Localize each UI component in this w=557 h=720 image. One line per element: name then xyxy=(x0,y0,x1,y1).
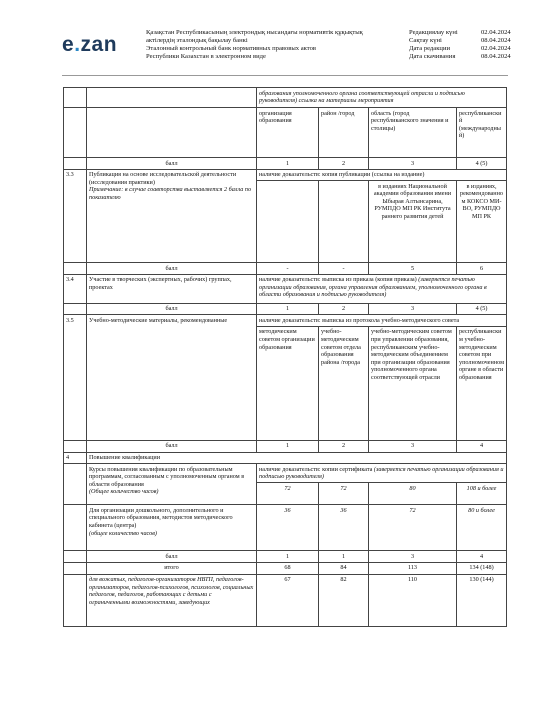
header-bank-title xyxy=(146,29,363,61)
section-title: Повышение квалификации xyxy=(87,452,507,464)
score-cell: 1 xyxy=(257,440,319,452)
table-row xyxy=(64,505,507,551)
ezan-logo[interactable]: e.zan xyxy=(62,33,118,56)
meta-label: Редакциялау күні xyxy=(409,29,458,36)
score-row xyxy=(64,440,507,452)
score-cell: 3 xyxy=(369,440,457,452)
header-line: Қазақстан Республикасының электрондық нысандағы нормативтік құқықтық xyxy=(146,29,363,36)
level-region: учебно-методическим советом при управлении образования, республиканским учебно-методическим объединением при организации образования уполномоченного органа соответствующей отрасли xyxy=(369,326,457,440)
level-district: район /город xyxy=(319,108,369,158)
score-cell: 1 xyxy=(257,158,319,170)
score-cell: 6 xyxy=(457,263,507,275)
score-label: балл xyxy=(87,551,257,563)
meta-value: 02.04.2024 xyxy=(481,45,511,52)
score-cell: 3 xyxy=(369,551,457,563)
total-cell: 84 xyxy=(319,562,369,574)
score-cell: 4 (5) xyxy=(457,158,507,170)
header-line: Эталонный контрольный банк нормативных правовых актов xyxy=(146,45,316,52)
evidence-text: наличие доказательств: копия публикации (ссылка на издание) xyxy=(257,169,507,181)
table-row xyxy=(64,88,507,108)
meta-label: Дата скачивания xyxy=(409,53,456,60)
evidence-lead: наличие доказательств: выписка из приказа (копия приказа) xyxy=(259,276,419,284)
courses-note: (Общее количество часов) xyxy=(89,488,159,496)
header-line: Республики Казахстан в электронном виде xyxy=(146,53,266,60)
hours-cell: 36 xyxy=(319,505,369,551)
score-cell: 2 xyxy=(319,158,369,170)
section-title: Учебно-методические материалы, рекомендованные xyxy=(87,315,257,441)
level-district: учебно-методическим советом отдела образования района /города xyxy=(319,326,369,440)
meta-value: 08.04.2024 xyxy=(481,37,511,44)
courses-label xyxy=(87,464,257,505)
section-title xyxy=(87,169,257,263)
indicator-title: Публикация на основе исследовательской деятельности (исследования практики) xyxy=(89,171,237,186)
evidence-note: (заверяется печатью организации образования, органа управления образованием, уполномоченного органа в области образования и подписью руководителя) xyxy=(259,276,487,299)
score-cell: 4 (5) xyxy=(457,303,507,315)
level-republic: республиканский (международный) xyxy=(457,108,507,158)
score-cell: - xyxy=(257,263,319,275)
courses-text: Курсы повышения квалификации по образовательным программам, согласованным с уполномоченным органом в области образования xyxy=(89,465,245,488)
score-row xyxy=(64,303,507,315)
score-cell: 2 xyxy=(319,440,369,452)
evidence-lead: наличие доказательств: копии сертификата xyxy=(259,465,374,473)
table-row xyxy=(64,464,507,483)
table-row xyxy=(64,274,507,303)
score-row xyxy=(64,551,507,563)
hours-cell: 80 xyxy=(369,483,457,505)
total-label: итого xyxy=(87,562,257,574)
document-header xyxy=(0,0,557,72)
table-row xyxy=(64,108,507,158)
evidence-text: наличие доказательств: выписка из протокола учебно-методического совета xyxy=(257,315,507,327)
score-row xyxy=(64,158,507,170)
total-cell: 82 xyxy=(319,574,369,626)
hours-cell: 72 xyxy=(319,483,369,505)
level-region: область (город республиканского значения и столицы) xyxy=(369,108,457,158)
hours-cell: 36 xyxy=(257,505,319,551)
hours-cell: 80 и более xyxy=(457,505,507,551)
total-cell: 130 (144) xyxy=(457,574,507,626)
table-row xyxy=(64,574,507,626)
score-cell: 4 xyxy=(457,551,507,563)
score-label: балл xyxy=(87,263,257,275)
preschool-note: (общее количество часов) xyxy=(89,529,157,537)
score-cell: 1 xyxy=(257,551,319,563)
evidence-text xyxy=(257,464,507,483)
hours-cell: 72 xyxy=(257,483,319,505)
level-region: в изданиях Национальной академии образования имени Ыбырая Алтынсарина, РУМПДО МП РК Института раннего развития детей xyxy=(369,181,457,263)
level-organization: методическим советом организации образования xyxy=(257,326,319,440)
score-cell: - xyxy=(319,263,369,275)
total-cell: 67 xyxy=(257,574,319,626)
score-cell: 2 xyxy=(319,303,369,315)
criteria-table xyxy=(63,87,507,627)
section-number: 3.4 xyxy=(64,274,87,303)
hours-cell: 108 и более xyxy=(457,483,507,505)
evidence-text: образования уполномоченного органа соответствующей отрасли и подписью руководителя) ссылка на материалы мероприятия xyxy=(257,88,507,108)
meta-label: Дата редакции xyxy=(409,45,450,52)
evidence-note: (заверяется печатью организации образования и подписью руководителя) xyxy=(259,465,504,481)
section-number: 3.3 xyxy=(64,169,87,263)
header-line: актілердің эталондық бақылау банкі xyxy=(146,37,248,44)
score-cell: 1 xyxy=(257,303,319,315)
score-cell: 4 xyxy=(457,440,507,452)
indicator-note: Примечание: в случае соавторства выставляется 2 балла по показателю xyxy=(89,186,252,201)
table-row xyxy=(64,452,507,464)
score-cell: 1 xyxy=(319,551,369,563)
level-republic: республиканским учебно-методическим советом при уполномоченном органе в области образования xyxy=(457,326,507,440)
meta-value: 08.04.2024 xyxy=(481,53,511,60)
score-cell: 3 xyxy=(369,158,457,170)
level-republic: в изданиях, рекомендованном КОКСО МИ-ВО, РУМПДО МП РК xyxy=(457,181,507,263)
section-number: 3.5 xyxy=(64,315,87,441)
score-label: балл xyxy=(87,158,257,170)
total-cell: 68 xyxy=(257,562,319,574)
score-cell: 3 xyxy=(369,303,457,315)
section-title: Участие в творческих (экспертных, рабочих) группах, проектах xyxy=(87,274,257,303)
header-divider xyxy=(62,75,508,76)
section-number: 4 xyxy=(64,452,87,464)
preschool-label xyxy=(87,505,257,551)
score-label: балл xyxy=(87,440,257,452)
level-organization: организация образования xyxy=(257,108,319,158)
score-cell: 5 xyxy=(369,263,457,275)
table-row xyxy=(64,169,507,181)
total-cell: 134 (148) xyxy=(457,562,507,574)
hours-cell: 72 xyxy=(369,505,457,551)
total-row xyxy=(64,562,507,574)
header-dates xyxy=(409,29,529,61)
meta-value: 02.04.2024 xyxy=(481,29,511,36)
total-cell: 110 xyxy=(369,574,457,626)
total-cell: 113 xyxy=(369,562,457,574)
score-row xyxy=(64,263,507,275)
preschool-text: Для организации дошкольного, дополнительного и специального образования, методистов методического кабинета (центра) xyxy=(89,506,233,530)
table-row xyxy=(64,315,507,327)
category-label: для вожатых, педагогов-организаторов НВТП, педагогов-организаторов, педагогов-психологов, психологов, социальных педагогов, педагогов, работающих с детьми с ограниченными возможностями, заведующих xyxy=(87,574,257,626)
evidence-text xyxy=(257,274,507,303)
score-label: балл xyxy=(87,303,257,315)
meta-label: Сақтау күні xyxy=(409,37,442,44)
